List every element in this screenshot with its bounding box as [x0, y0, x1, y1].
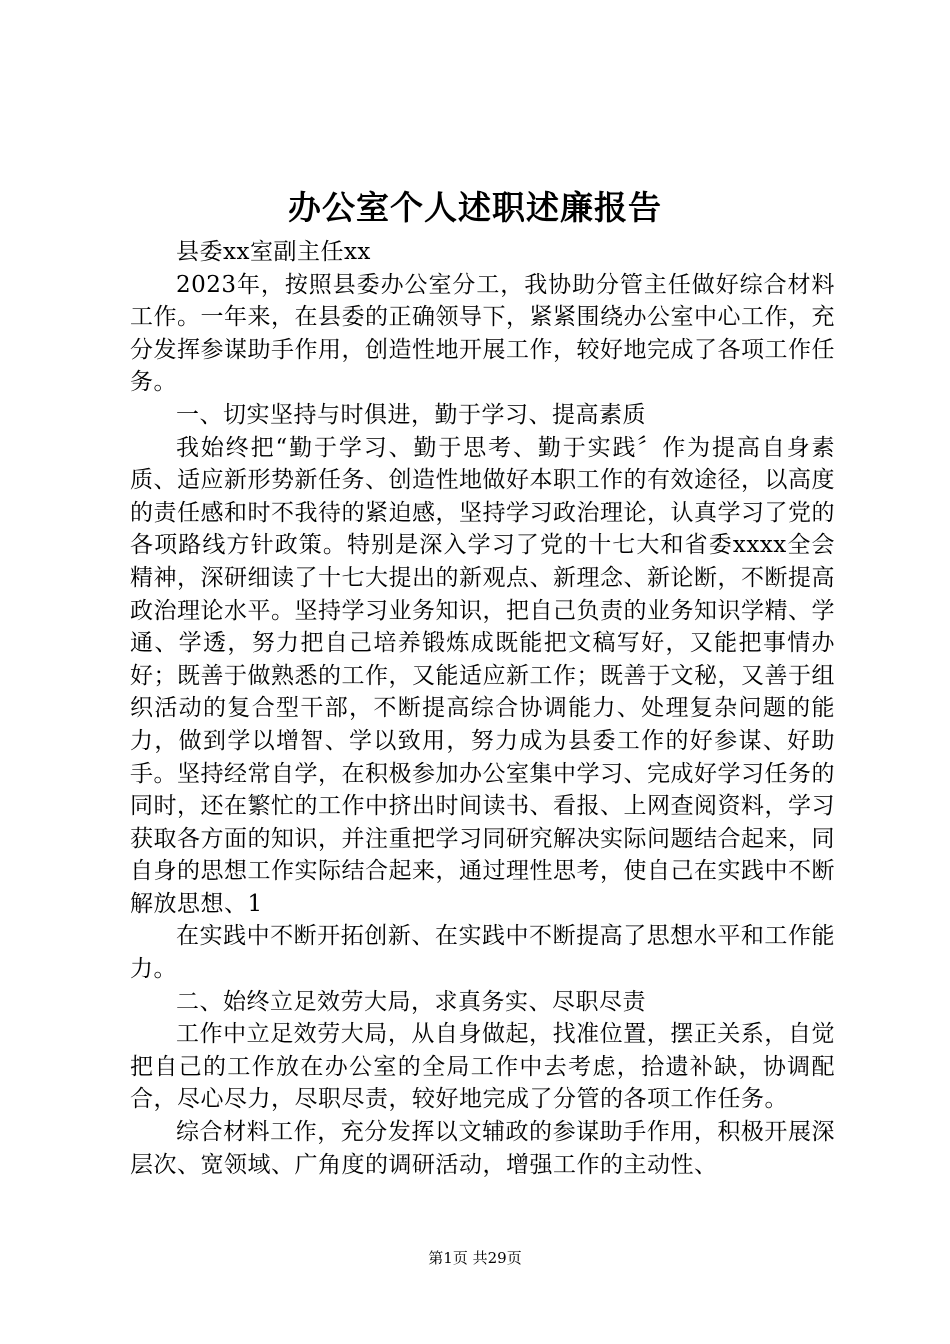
section-heading: 一、切实坚持与时俱进，勤于学习、提高素质 [176, 401, 646, 428]
body-paragraph: 工作中立足效劳大局，从自身做起，找准位置，摆正关系，自觉把自己的工作放在办公室的全局工作中去考虑，拾遗补缺，协调配合，尽心尽力，尽职尽责，较好地完成了分管的各项工作任务。 [130, 1021, 835, 1113]
body-paragraph: 2023年，按照县委办公室分工，我协助分管主任做好综合材料工作。一年来，在县委的正确领导下，紧紧围绕办公室中心工作，充分发挥参谋助手作用，创造性地开展工作，较好地完成了各项工作任务。 [130, 271, 835, 396]
page-footer: 第1页 共29页 [428, 1249, 522, 1267]
body-paragraph: 我始终把“勤于学习、勤于思考、勤于实践〞作为提高自身素质、适应新形势新任务、创造性地做好本职工作的有效途径，以高度的责任感和时不我待的紧迫感，坚持学习政治理论，认真学习了党的各项路线方针政策。特别是深入学习了党的十七大和省委xxxx全会精神，深研细读了十七大提出的新观点、新理念、新论断，不断提高政治理论水平。坚持学习业务知识，把自己负责的业务知识学精、学通、学透，努力把自己培养锻炼成既能把文稿写好，又能把事情办好；既善于做熟悉的工作，又能适应新工作；既善于文秘，又善于组织活动的复合型干部，不断提高综合协调能力、处理复杂问题的能力，做到学以增智、学以致用，努力成为县委工作的好参谋、好助手。坚持经常自学，在积极参加办公室集中学习、完成好学习任务的同时，还在繁忙的工作中挤出时间读书、看报、上网查阅资料，学习获取各方面的知识，并注重把学习同研究解决实际问题结合起来，同自身的思想工作实际结合起来，通过理性思考，使自己在实践中不断解放思想、1 [130, 434, 835, 917]
body-paragraph: 在实践中不断开拓创新、在实践中不断提高了思想水平和工作能力。 [130, 923, 835, 983]
document-title: 办公室个人述职述廉报告 [288, 188, 662, 227]
section-heading: 二、始终立足效劳大局，求真务实、尽职尽责 [176, 988, 646, 1015]
author-line: 县委xx室副主任xx [176, 239, 371, 265]
body-paragraph: 综合材料工作，充分发挥以文辅政的参谋助手作用，积极开展深层次、宽领域、广角度的调研活动，增强工作的主动性、 [130, 1119, 835, 1178]
document-body [130, 236, 835, 1181]
